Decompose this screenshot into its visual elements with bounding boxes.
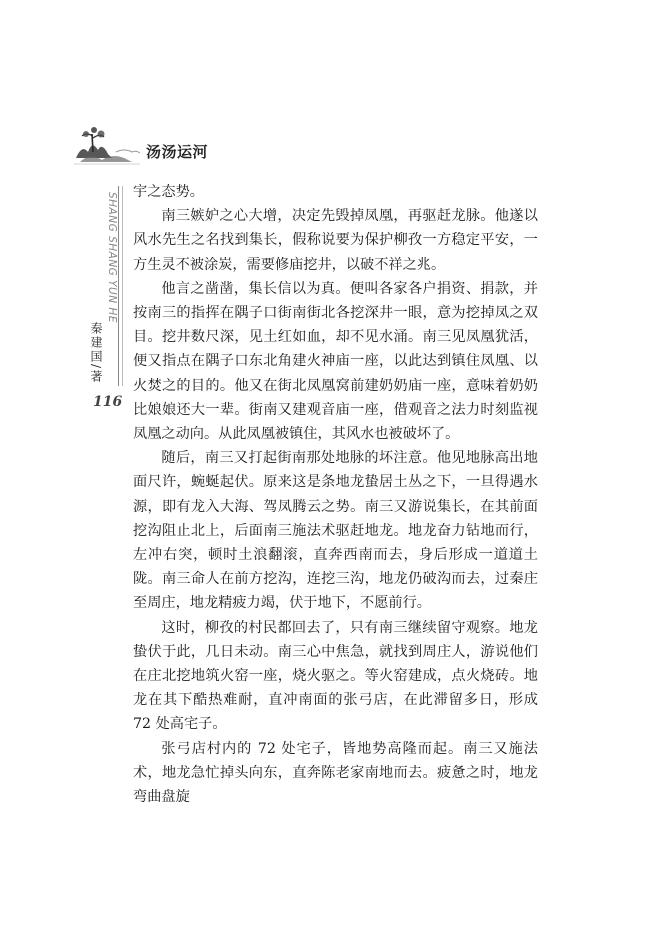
body-text bbox=[133, 180, 538, 809]
author-credit: 秦建国/著 bbox=[89, 322, 103, 385]
paragraph: 南三嫉妒之心大增，决定先毁掉凤凰，再驱赶龙脉。他遂以风水先生之名找到集长，假称说要为保护柳孜一方稳定平安，一方生灵不被涂炭，需要修庙挖井，以破不祥之兆。 bbox=[133, 208, 538, 273]
running-header bbox=[72, 122, 232, 168]
landscape-ornament-icon bbox=[72, 122, 142, 168]
page-number: 116 bbox=[93, 394, 123, 410]
paragraph: 随后，南三又打起街南那处地脉的坏注意。他见地脉高出地面尺许，蜿蜒起伏。原来这是条地龙蛰居土丛之下，一旦得遇水源，即有龙入大海、驾凤腾云之势。南三又游说集长，在其前面挖沟阻止北上，后面南三施法术驱赶地龙。地龙奋力钻地而行，左冲右突，顿时土浪翻滚，直奔西南而去，身后形成一道道土陇。南三命人在前方挖沟，连挖三沟，地龙仍破沟而去，过秦庄至周庄，地龙精疲力竭，伏于地下，不愿前行。 bbox=[133, 450, 538, 612]
margin-rule-inner bbox=[122, 186, 123, 386]
paragraph: 宇之态势。 bbox=[133, 184, 204, 200]
book-title: 汤汤运河 bbox=[146, 143, 209, 161]
paragraph: 他言之凿凿，集长信以为真。便叫各家各户捐资、捐款，并按南三的指挥在隅子口街南街北各挖深井一眼，意为挖掉凤之双目。挖井数尺深，见土红如血，却不见水涌。南三见凤凰犹活，便又指点在隅子口东北角建火神庙一座，以此达到镇住凤凰、以火焚之的目的。他又在街北凤凰窝前建奶奶庙一座，意味着奶奶比娘娘还大一辈。街南又建观音庙一座，借观音之法力时刻监视凤凰之动向。从此凤凰被镇住，其风水也被破坏了。 bbox=[133, 280, 538, 443]
paragraph: 这时，柳孜的村民都回去了，只有南三继续留守观察。地龙蛰伏于此，几日未动。南三心中焦急，就找到周庄人，游说他们在庄北挖地筑火窑一座，烧火驱之。等火窑建成，点火烧砖。地龙在其下酷热难耐，直冲南面的张弓店，在此滞留多日，形成 72 处高宅子。 bbox=[133, 619, 538, 733]
pinyin-title: SHANG SHANG YUN HE bbox=[106, 192, 118, 323]
margin-rule bbox=[118, 186, 119, 386]
paragraph: 张弓店村内的 72 处宅子，皆地势高隆而起。南三又施法术，地龙急忙掉头向东，直奔陈老家南地而去。疲惫之时，地龙弯曲盘旋 bbox=[133, 740, 538, 806]
